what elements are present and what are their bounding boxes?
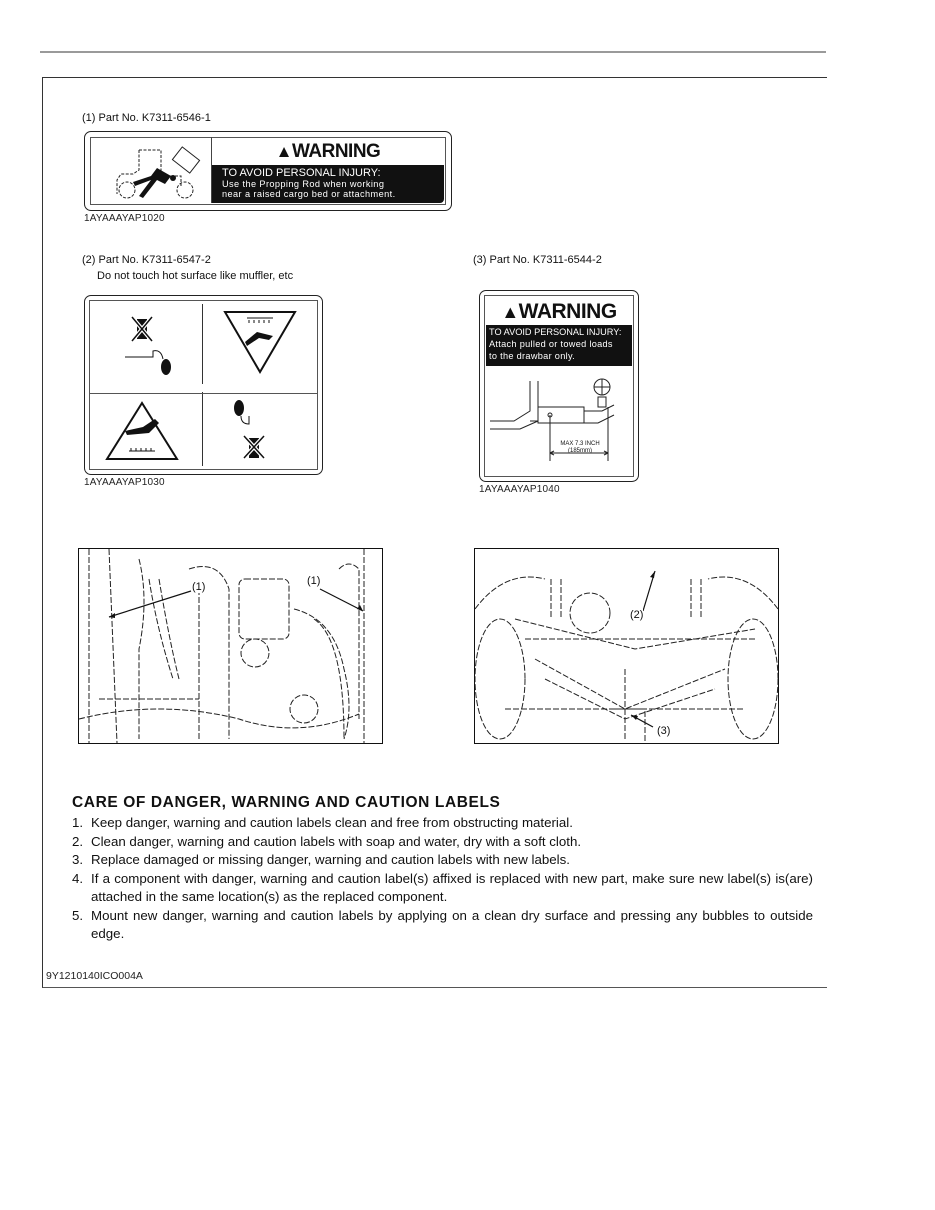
care-heading: CARE OF DANGER, WARNING AND CAUTION LABELS xyxy=(72,794,501,811)
label1-decal xyxy=(84,131,452,211)
care-item: 4. If a component with danger, warning and caution label(s) affixed is replaced with new part, make sure new label(s) is(are) attached in the same location(s) as the replaced component. xyxy=(72,870,813,904)
label2-figure-code: 1AYAAAYAP1030 xyxy=(84,477,165,488)
drawbar-dimension: MAX 7.3 INCH (185mm) xyxy=(560,441,600,454)
label3-caption: (3) Part No. K7311-6544-2 xyxy=(473,254,602,266)
label1-caption: (1) Part No. K7311-6546-1 xyxy=(82,112,211,124)
photo2-callout-2: (2) xyxy=(630,609,644,621)
front-underside-label-location-figure xyxy=(474,548,779,744)
hot-surface-warning-icon xyxy=(223,308,297,374)
photo2-callout-3: (3) xyxy=(657,725,671,737)
care-item: 5. Mount new danger, warning and caution labels by applying on a clean dry surface and pressing any bubbles to outside edge. xyxy=(72,907,813,941)
label1-figure-code: 1AYAAAYAP1020 xyxy=(84,213,165,224)
care-item: 2. Clean danger, warning and caution labels with soap and water, dry with a soft cloth. xyxy=(72,833,582,849)
cargo-bed-crush-pictogram-icon xyxy=(97,140,209,204)
care-section xyxy=(72,794,813,944)
label1-instruction-box: TO AVOID PERSONAL INJURY: Use the Propping Rod when working near a raised cargo bed or attachment. xyxy=(212,165,444,203)
label3-figure-code: 1AYAAAYAP1040 xyxy=(479,484,560,495)
hot-surface-caution-icon xyxy=(105,401,179,463)
care-item: 1. Keep danger, warning and caution labels clean and free from obstructing material. xyxy=(72,815,573,830)
header-rule xyxy=(40,51,826,53)
drawbar-hitch-diagram-icon xyxy=(490,371,630,469)
warning-triangle-icon: ▲ xyxy=(275,142,292,161)
care-item: 3. Replace damaged or missing danger, warning and caution labels with new labels. xyxy=(72,852,570,867)
label1-warning-header: ▲WARNING xyxy=(275,141,381,162)
warning-triangle-icon: ▲ xyxy=(501,302,519,322)
engine-bay-label-location-figure xyxy=(78,548,383,744)
photo1-callout-1b: (1) xyxy=(307,575,321,587)
engine-line-drawing-icon xyxy=(79,549,382,743)
label3-warning-header: ▲WARNING xyxy=(501,300,617,323)
label2-subcaption: Do not touch hot surface like muffler, etc xyxy=(97,270,294,282)
label3-decal xyxy=(479,290,639,482)
care-list xyxy=(72,814,813,944)
label2-caption: (2) Part No. K7311-6547-2 xyxy=(82,254,211,266)
photo1-callout-1a: (1) xyxy=(192,581,206,593)
label3-instruction-box: TO AVOID PERSONAL INJURY: Attach pulled or towed loads to the drawbar only. xyxy=(486,325,632,366)
front-suspension-line-drawing-icon xyxy=(475,549,778,743)
no-touch-muffler-icon xyxy=(225,396,285,466)
section-code: 9Y1210140ICO004A xyxy=(46,970,143,982)
no-touch-hand-icon xyxy=(120,311,180,381)
label2-decal xyxy=(84,295,323,475)
